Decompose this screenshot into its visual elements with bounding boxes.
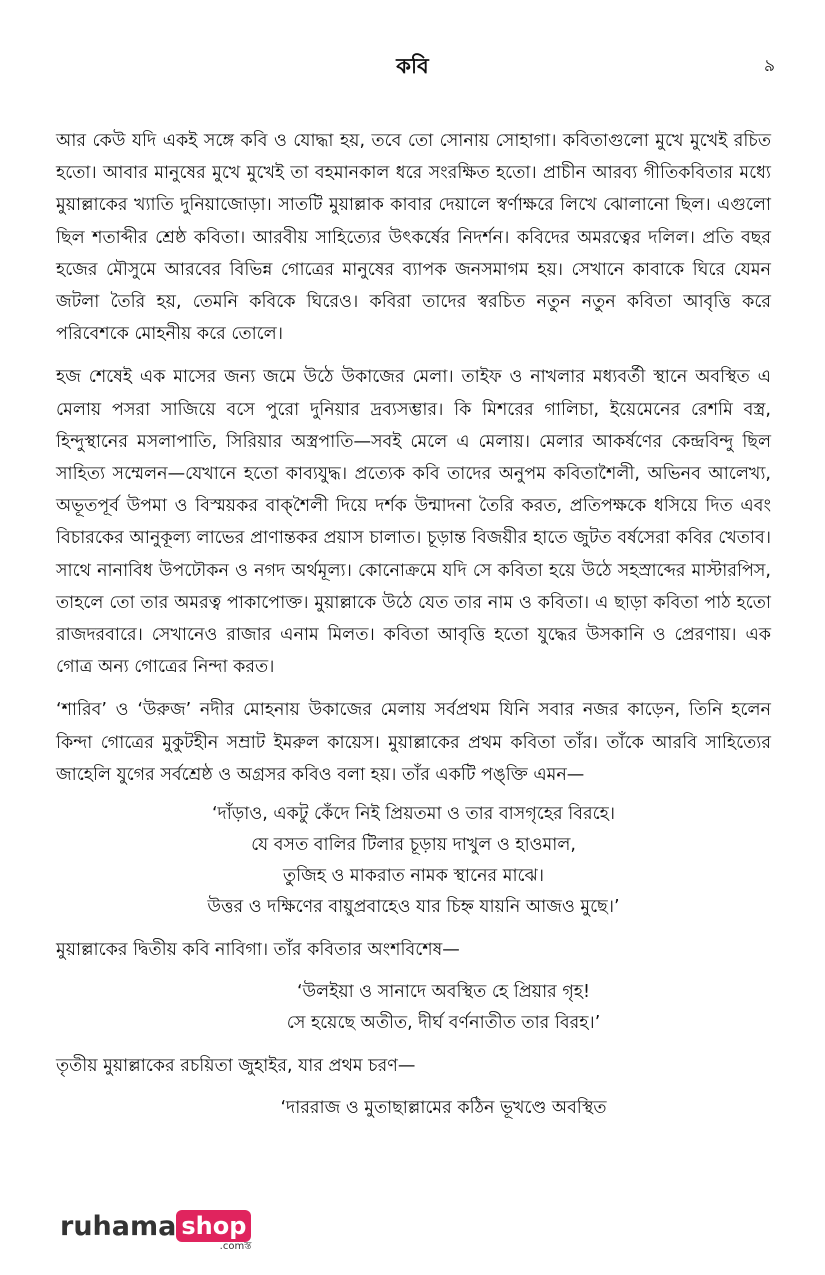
watermark-shop-block	[176, 1210, 251, 1252]
verse-line: ‘দাঁড়াও, একটু কেঁদে নিই প্রিয়তমা ও তার বাসগৃহের বিরহে।	[211, 804, 616, 825]
paragraph: মুয়াল্লাকের দ্বিতীয় কবি নাবিগা। তাঁর কবিতার অংশবিশেষ—	[56, 940, 460, 961]
poem-excerpt-zuhair	[56, 1093, 771, 1124]
verse-line: উত্তর ও দক্ষিণের বায়ুপ্রবাহেও যার চিহ্ন যায়নি আজও মুছে।’	[207, 897, 620, 918]
verse-line: যে বসত বালির টিলার চূড়ায় দাখুল ও হাওমাল,	[251, 835, 576, 856]
verse-line: সে হয়েছে অতীত, দীর্ঘ বর্ণনাতীত তার বিরহ।’	[286, 1013, 601, 1034]
verse-line: তুজিহ ও মাকরাত নামক স্থানের মাঝে।	[282, 866, 545, 887]
watermark-brand-text: ruhama	[60, 1211, 177, 1242]
poem-excerpt-imrul-qais	[56, 799, 771, 923]
verse-line: ‘দাররাজ ও মুতাছাল্লামের কঠিন ভূখণ্ডে অবস্থিত	[280, 1098, 607, 1119]
page-number: ৯	[763, 56, 775, 76]
verse-line: ‘উলইয়া ও সানাদে অবস্থিত হে প্রিয়ার গৃহ!	[296, 982, 591, 1003]
ruhamashop-watermark-logo	[60, 1210, 252, 1252]
paragraph: তৃতীয় মুয়াল্লাকের রচয়িতা জুহাইর, যার প্রথম চরণ—	[56, 1056, 416, 1077]
watermark-shop-badge: shop	[176, 1210, 251, 1242]
paragraph: আর কেউ যদি একই সঙ্গে কবি ও যোদ্ধা হয়, তবে তো সোনায় সোহাগা। কবিতাগুলো মুখে মুখেই রচিত হতো। আবার মানুষের মুখে মুখেই তা বহমানকাল ধরে সংরক্ষিত হতো। প্রাচীন আরব্য গীতিকবিতার মধ্যে মুয়াল্লাকের খ্যাতি দুনিয়াজোড়া। সাতটি মুয়াল্লাক কাবার দেয়ালে স্বর্ণাক্ষরে লিখে ঝোলানো ছিল। এগুলো ছিল শতাব্দীর শ্রেষ্ঠ কবিতা। আরবীয় সাহিত্যের উৎকর্ষের নিদর্শন। কবিদের অমরত্বের দলিল। প্রতি বছর হজের মৌসুমে আরবের বিভিন্ন গোত্রের মানুষের ব্যাপক জনসমাগম হয়। সেখানে কাবাকে ঘিরে যেমন জটলা তৈরি হয়, তেমনি কবিকে ঘিরেও। কবিরা তাদের স্বরচিত নতুন নতুন কবিতা আবৃত্তি করে পরিবেশকে মোহনীয় করে তোলে।	[56, 131, 771, 345]
poem-excerpt-nabigha	[56, 977, 771, 1039]
running-title: কবি	[396, 54, 429, 78]
page-body	[56, 125, 771, 1135]
paragraph: ‘শারিব’ ও ‘উরুজ’ নদীর মোহনায় উকাজের মেলায় সর্বপ্রথম যিনি সবার নজর কাড়েন, তিনি হলেন কিন্দা গোত্রের মুকুটহীন সম্রাট ইমরুল কায়েস। মুয়াল্লাকের প্রথম কবিতা তাঁর। তাঁকে আরবি সাহিত্যের জাহেলি যুগের সর্বশ্রেষ্ঠ ও অগ্রসর কবিও বলা হয়। তাঁর একটি পঙ্‌ক্তি এমন—	[56, 700, 771, 785]
watermark-domain: .comস্ত	[219, 1241, 252, 1252]
paragraph: হজ শেষেই এক মাসের জন্য জমে উঠে উকাজের মেলা। তাইফ ও নাখলার মধ্যবর্তী স্থানে অবস্থিত এ মেলায় পসরা সাজিয়ে বসে পুরো দুনিয়ার দ্রব্যসম্ভার। কি মিশরের গালিচা, ইয়েমেনের রেশমি বস্ত্র, হিন্দুস্থানের মসলাপাতি, সিরিয়ার অস্ত্রপাতি—সবই মেলে এ মেলায়। মেলার আকর্ষণের কেন্দ্রবিন্দু ছিল সাহিত্য সম্মেলন—যেখানে হতো কাব্যযুদ্ধ। প্রত্যেক কবি তাদের অনুপম কবিতাশৈলী, অভিনব আলেখ্য, অভূতপূর্ব উপমা ও বিস্ময়কর বাক্‌শৈলী দিয়ে দর্শক উন্মাদনা তৈরি করত, প্রতিপক্ষকে ধসিয়ে দিত এবং বিচারকের আনুকূল্য লাভের প্রাণান্তকর প্রয়াস চালাত। চূড়ান্ত বিজয়ীর হাতে জুটত বর্ষসেরা কবির খেতাব। সাথে নানাবিধ উপঢৌকন ও নগদ অর্থমূল্য। কোনোক্রমে যদি সে কবিতা হয়ে উঠে সহস্রাব্দের মাস্টারপিস, তাহলে তো তার অমরত্ব পাকাপোক্ত। মুয়াল্লাকে উঠে যেত তার নাম ও কবিতা। এ ছাড়া কবিতা পাঠ হতো রাজদরবারে। সেখানেও রাজার এনাম মিলত। কবিতা আবৃত্তি হতো যুদ্ধের উসকানি ও প্রেরণায়। এক গোত্র অন্য গোত্রের নিন্দা করত।	[56, 367, 771, 678]
